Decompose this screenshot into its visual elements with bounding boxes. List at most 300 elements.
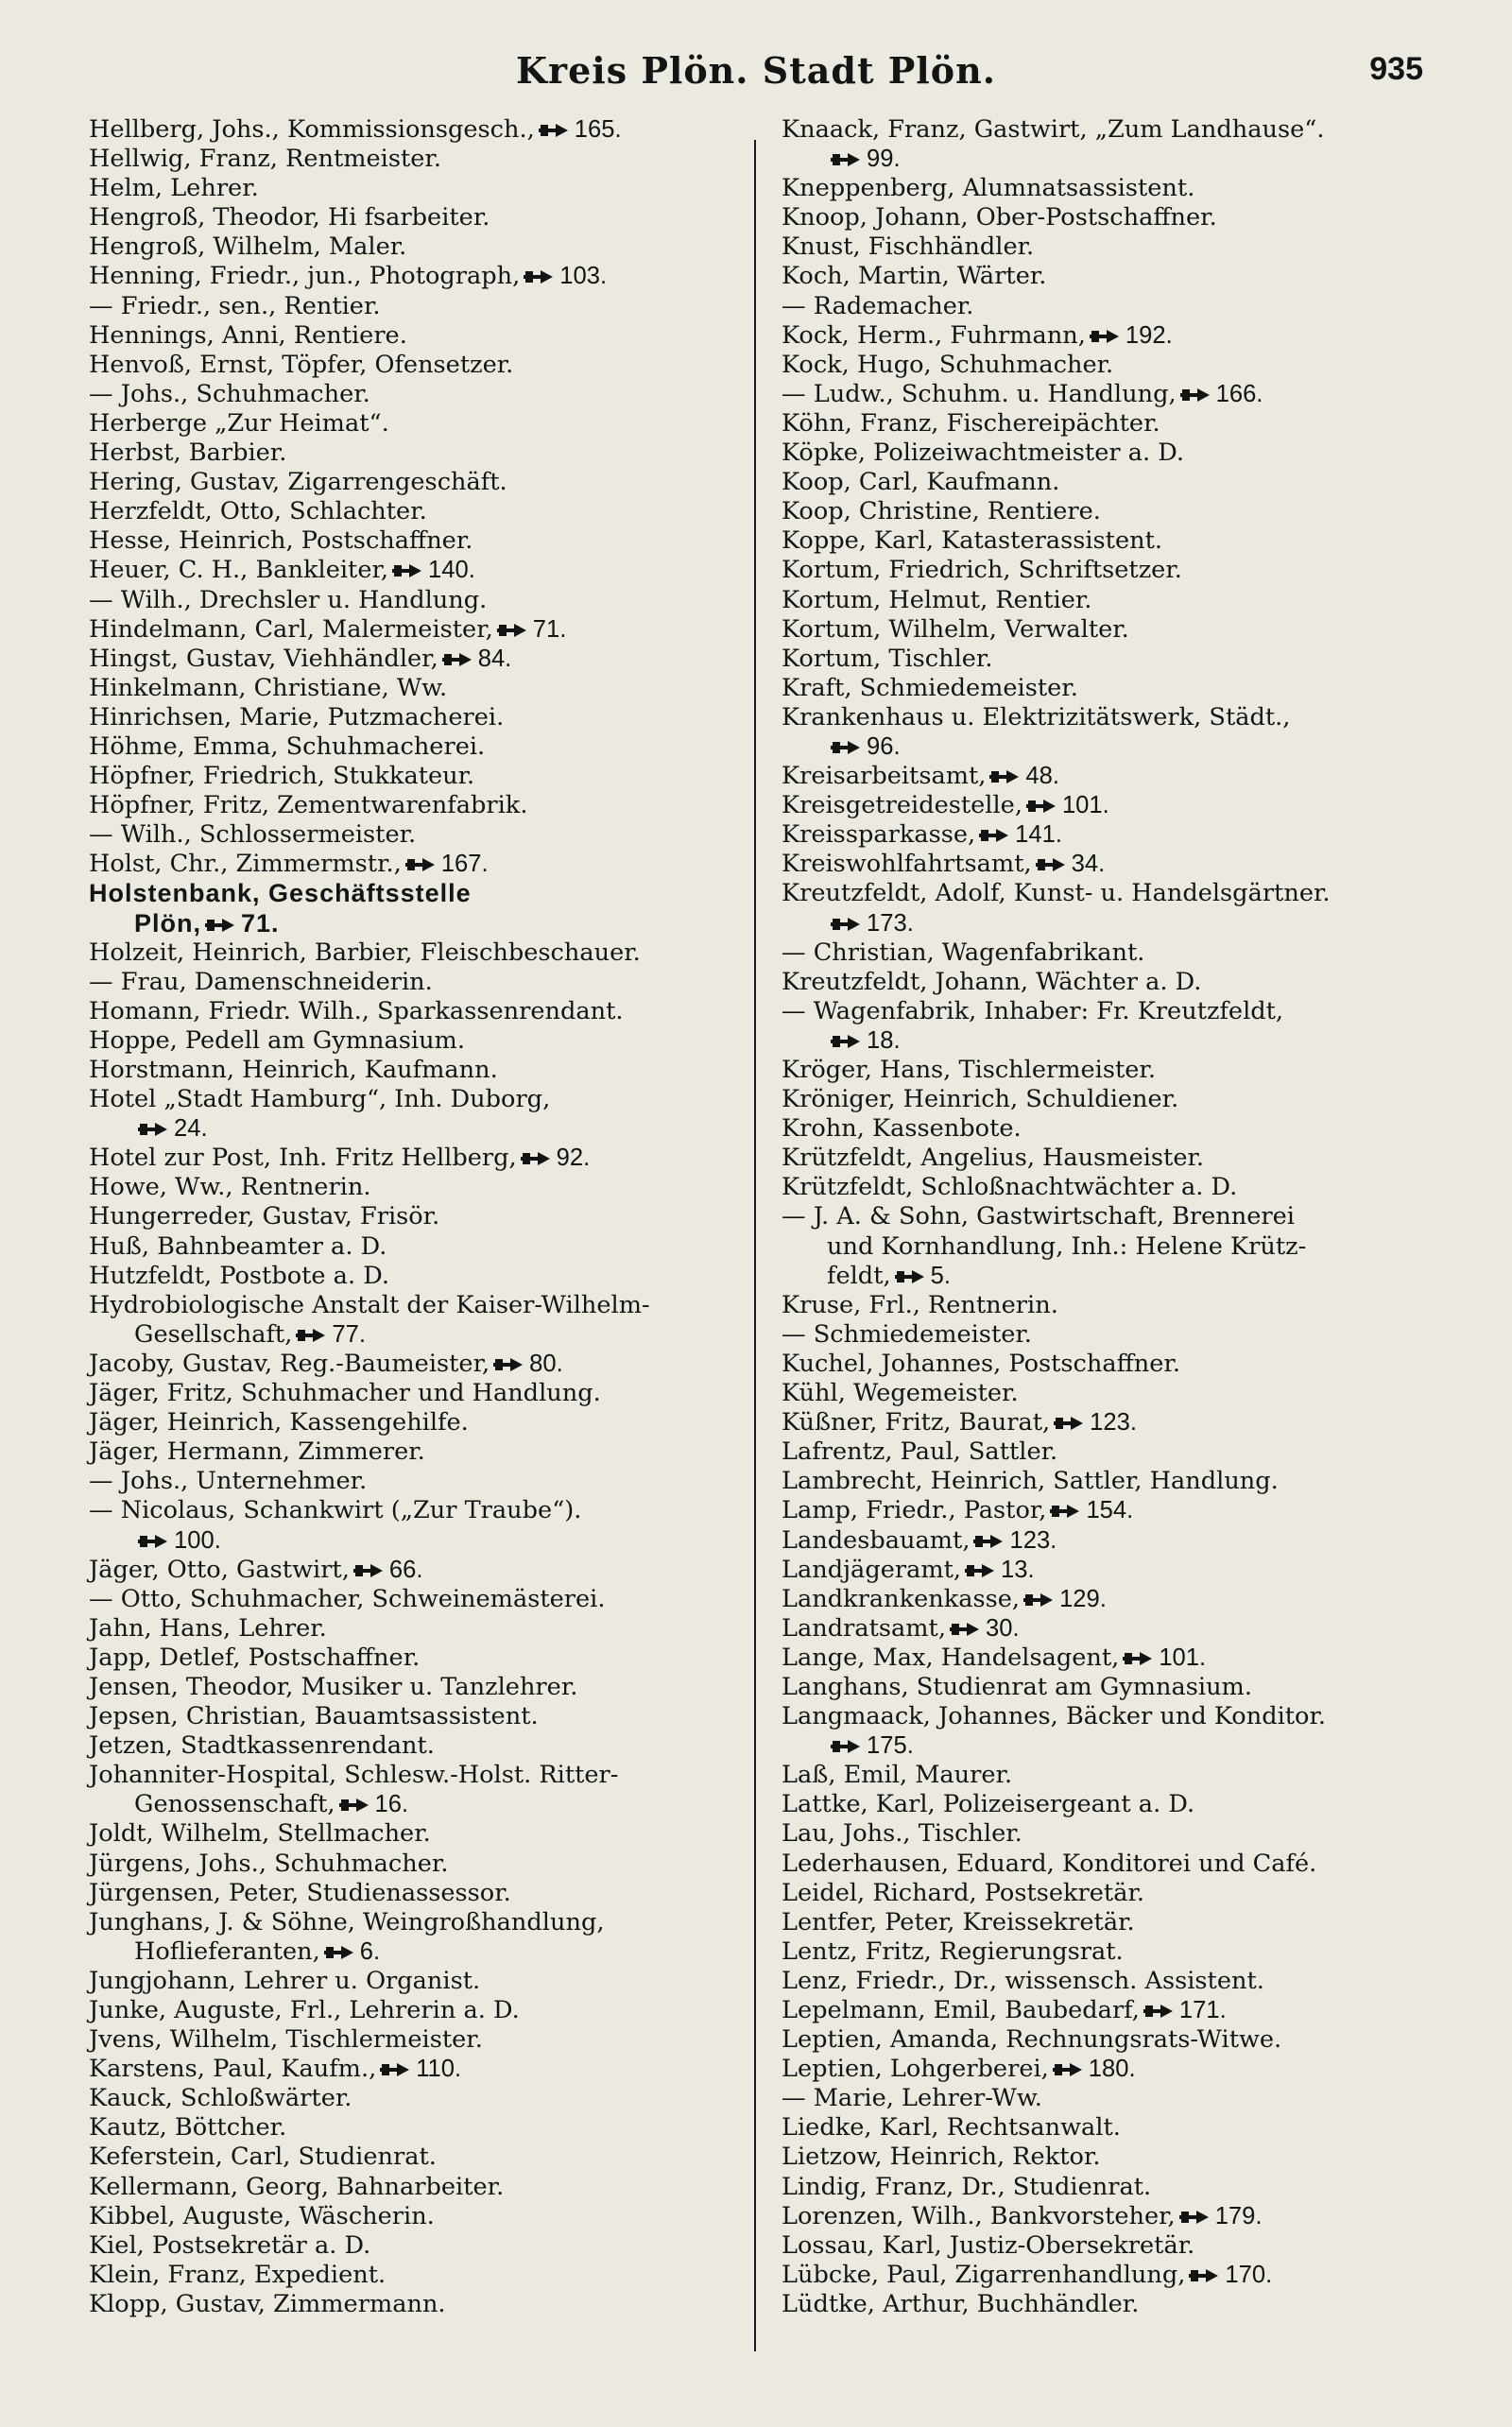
entry-text: — Ludw., Schuhm. u. Handlung, (782, 379, 1177, 408)
directory-entry (782, 321, 1443, 351)
directory-entry (782, 1908, 1443, 1937)
telephone-icon (831, 917, 861, 932)
entry-text: Kreutzfeldt, Adolf, Kunst- u. Handelsgärtner. (782, 879, 1331, 908)
entry-text: Kautz, Böttcher. (89, 2113, 287, 2143)
directory-entry (782, 380, 1443, 409)
phone-number: 140. (428, 557, 475, 584)
phone-number: 166. (1215, 380, 1263, 407)
phone-number: 179. (1214, 2202, 1263, 2229)
entry-text: Hoflieferanten, (134, 1936, 320, 1966)
entry-text: Hingst, Gustav, Viehhändler, (89, 644, 438, 673)
entry-text: — Wilh., Schlossermeister. (89, 820, 417, 850)
directory-entry (89, 497, 750, 526)
entry-text: — Rademacher. (782, 291, 974, 320)
entry-text: Jungjohann, Lehrer u. Organist. (89, 1966, 481, 1995)
directory-entry (782, 674, 1443, 703)
directory-entry (782, 997, 1443, 1026)
entry-text: Jvens, Wilhelm, Tischlermeister. (89, 2025, 483, 2055)
entry-text: Lau, Johs., Tischler. (782, 1819, 1022, 1849)
entry-text: Hengroß, Theodor, Hi fsarbeiter. (89, 203, 490, 232)
phone-number: 66. (388, 1556, 423, 1583)
directory-entry (89, 2143, 750, 2172)
directory-entry (782, 1026, 1443, 1056)
directory-entry (782, 468, 1443, 497)
phone-number: 100. (174, 1526, 221, 1554)
directory-entry (89, 909, 750, 938)
entry-text: Jahn, Hans, Lehrer. (89, 1613, 327, 1643)
entry-text: Kortum, Helmut, Rentier. (782, 585, 1092, 614)
entry-text: — Marie, Lehrer-Ww. (782, 2084, 1042, 2113)
directory-entry (782, 1262, 1443, 1291)
phone-number: 123. (1090, 1409, 1137, 1437)
entry-text: Lorenzen, Wilh., Bankvorsteher, (782, 2201, 1176, 2230)
entry-text: Köhn, Franz, Fischereipächter. (782, 408, 1160, 438)
directory-entry (782, 439, 1443, 468)
entry-text: — Johs., Unternehmer. (89, 1467, 368, 1496)
entry-text: Hinrichsen, Marie, Putzmacherei. (89, 702, 505, 732)
directory-entry (89, 1850, 750, 1879)
entry-text: Kellermann, Georg, Bahnarbeiter. (89, 2172, 505, 2201)
directory-entry (782, 2231, 1443, 2261)
directory-entry (782, 909, 1443, 938)
entry-text: Jacoby, Gustav, Reg.-Baumeister, (89, 1349, 490, 1378)
directory-entry (89, 203, 750, 232)
entry-text: — Schmiedemeister. (782, 1319, 1032, 1349)
entry-text: Henvoß, Ernst, Töpfer, Ofensetzer. (89, 350, 514, 379)
directory-entry (89, 1908, 750, 1937)
directory-entry (89, 1232, 750, 1262)
page-header (0, 49, 1512, 106)
phone-number: 30. (985, 1614, 1020, 1642)
entry-text: Leptien, Amanda, Rechnungsrats-Witwe. (782, 2025, 1282, 2055)
directory-entry (782, 1585, 1443, 1614)
directory-entry (89, 2055, 750, 2084)
entry-text: Herberge „Zur Heimat“. (89, 408, 389, 438)
directory-entry (782, 1467, 1443, 1496)
directory-entry (782, 115, 1443, 145)
directory-entry (89, 1761, 750, 1790)
entry-text: Jäger, Hermann, Zimmerer. (89, 1437, 425, 1467)
directory-entry (782, 526, 1443, 556)
directory-entry (89, 292, 750, 321)
directory-entry (782, 1202, 1443, 1231)
entry-text: Kiel, Postsekretär a. D. (89, 2230, 371, 2260)
directory-entry (782, 497, 1443, 526)
entry-text: Kuchel, Johannes, Postschaffner. (782, 1349, 1180, 1378)
directory-entry (782, 1644, 1443, 1673)
phone-number: 13. (1001, 1556, 1035, 1583)
telephone-icon (950, 1622, 980, 1637)
directory-entry (89, 1291, 750, 1320)
directory-entry (782, 2290, 1443, 2319)
directory-entry (89, 321, 750, 351)
entry-text: Liedke, Karl, Rechtsanwalt. (782, 2113, 1121, 2143)
directory-entry (89, 1437, 750, 1467)
directory-entry (782, 879, 1443, 908)
entry-text: Lafrentz, Paul, Sattler. (782, 1437, 1058, 1467)
entry-text: Holstenbank, Geschäftsstelle (89, 879, 472, 908)
entry-text: Lentfer, Peter, Kreissekretär. (782, 1907, 1135, 1936)
directory-entry (782, 1173, 1443, 1202)
entry-text: Kibbel, Auguste, Wäscherin. (89, 2201, 435, 2230)
directory-entry (89, 645, 750, 674)
entry-text: Helm, Lehrer. (89, 174, 259, 203)
entry-text: Holzeit, Heinrich, Barbier, Fleischbeschauer. (89, 938, 641, 967)
phone-number: 6. (359, 1937, 381, 1965)
directory-entry (89, 2290, 750, 2319)
entry-text: Krohn, Kassenbote. (782, 1114, 1022, 1144)
entry-text: Lambrecht, Heinrich, Sattler, Handlung. (782, 1467, 1279, 1496)
directory-entry (89, 1173, 750, 1202)
directory-entry (89, 1996, 750, 2025)
entry-text: Klopp, Gustav, Zimmermann. (89, 2289, 446, 2318)
directory-entry (782, 1702, 1443, 1731)
entry-text: — Friedr., sen., Rentier. (89, 291, 381, 320)
entry-text: Gesellschaft, (134, 1319, 293, 1349)
phone-number: 129. (1059, 1585, 1107, 1612)
entry-text: Koop, Christine, Rentiere. (782, 497, 1101, 526)
directory-entry (89, 703, 750, 732)
right-column (782, 115, 1443, 2319)
entry-text: Lepelmann, Emil, Baubedarf, (782, 1996, 1140, 2024)
directory-entry (89, 439, 750, 468)
directory-entry (89, 1026, 750, 1056)
entry-text: Kröniger, Heinrich, Schuldiener. (782, 1085, 1179, 1114)
telephone-icon (831, 152, 861, 167)
directory-entry (89, 1819, 750, 1849)
telephone-icon (138, 1122, 168, 1137)
entry-text: Kröger, Hans, Tischlermeister. (782, 1056, 1156, 1084)
phone-number: 170. (1225, 2261, 1273, 2288)
entry-text: — Wagenfabrik, Inhaber: Fr. Kreutzfeldt, (782, 996, 1284, 1025)
directory-entry (782, 2173, 1443, 2202)
directory-entry (89, 732, 750, 762)
directory-entry (782, 1673, 1443, 1702)
directory-entry (782, 1879, 1443, 1908)
directory-entry (89, 468, 750, 497)
directory-entry (782, 586, 1443, 615)
entry-text: Kortum, Tischler. (782, 644, 993, 673)
directory-entry (782, 1437, 1443, 1467)
directory-entry (782, 703, 1443, 732)
directory-entry (89, 1467, 750, 1496)
telephone-icon (831, 1034, 861, 1049)
entry-text: Plön, (134, 908, 201, 938)
directory-entry (89, 145, 750, 174)
entry-text: Kauck, Schloßwärter. (89, 2084, 352, 2113)
entry-text: Johanniter-Hospital, Schlesw.-Holst. Ritter- (89, 1761, 619, 1790)
telephone-icon (521, 1151, 551, 1166)
directory-entry (89, 1967, 750, 1996)
entry-text: Hoppe, Pedell am Gymnasium. (89, 1025, 465, 1055)
directory-entry (89, 1202, 750, 1231)
directory-entry (89, 1114, 750, 1144)
directory-entry (89, 351, 750, 380)
entry-text: Koch, Martin, Wärter. (782, 262, 1047, 291)
entry-text: Herzfeldt, Otto, Schlachter. (89, 497, 427, 526)
entry-text: Jepsen, Christian, Bauamtsassistent. (89, 1702, 539, 1731)
phone-number: 18. (867, 1026, 901, 1054)
entry-text: Kortum, Friedrich, Schriftsetzer. (782, 556, 1182, 585)
telephone-icon (1053, 2062, 1083, 2077)
telephone-icon (405, 857, 436, 872)
directory-entry (89, 615, 750, 645)
directory-entry (89, 1262, 750, 1291)
entry-text: Koppe, Karl, Katasterassistent. (782, 526, 1163, 556)
directory-entry (89, 409, 750, 439)
entry-text: Junghans, J. & Söhne, Weingroßhandlung, (89, 1907, 605, 1936)
entry-text: — Wilh., Drechsler u. Handlung. (89, 585, 488, 614)
directory-entry (89, 879, 750, 908)
directory-entry (89, 762, 750, 791)
directory-entry (89, 232, 750, 262)
directory-entry (782, 2025, 1443, 2055)
entry-text: Landratsamt, (782, 1613, 946, 1643)
phone-number: 175. (867, 1732, 914, 1760)
entry-text: Henning, Friedr., jun., Photograph, (89, 262, 521, 291)
directory-entry (89, 1790, 750, 1819)
directory-entry (782, 1144, 1443, 1173)
entry-text: Lietzow, Heinrich, Rektor. (782, 2143, 1101, 2172)
entry-text: Hesse, Heinrich, Postschaffner. (89, 526, 473, 556)
directory-entry (89, 2261, 750, 2290)
directory-entry (782, 2113, 1443, 2143)
phone-number: 154. (1086, 1497, 1134, 1524)
telephone-icon (1123, 1651, 1153, 1666)
entry-text: Jetzen, Stadtkassenrendant. (89, 1731, 435, 1761)
telephone-icon (989, 769, 1020, 784)
directory-entry (89, 1585, 750, 1614)
entry-text: Kraft, Schmiedemeister. (782, 673, 1078, 702)
entry-text: Genossenschaft, (134, 1790, 335, 1819)
telephone-icon (392, 563, 422, 578)
entry-text: Herbst, Barbier. (89, 439, 287, 468)
left-column (89, 115, 750, 2319)
directory-entry (782, 1996, 1443, 2025)
entry-text: Kreiswohlfahrtsamt, (782, 850, 1032, 879)
phone-number: 96. (867, 732, 901, 760)
telephone-icon (831, 740, 861, 755)
directory-entry (89, 1937, 750, 1967)
directory-entry (89, 997, 750, 1026)
directory-entry (782, 1350, 1443, 1379)
directory-entry (89, 115, 750, 145)
entry-text: Howe, Ww., Rentnerin. (89, 1173, 371, 1202)
entry-text: — Otto, Schuhmacher, Schweinemästerei. (89, 1584, 606, 1613)
entry-text: Kühl, Wegemeister. (782, 1379, 1019, 1408)
phone-number: 171. (1178, 1997, 1227, 2023)
phone-number: 110. (416, 2056, 462, 2083)
directory-entry (782, 262, 1443, 291)
phone-number: 165. (574, 116, 622, 143)
entry-text: Lentz, Fritz, Regierungsrat. (782, 1936, 1124, 1966)
directory-entry (782, 968, 1443, 997)
entry-text: Kreissparkasse, (782, 820, 976, 850)
phone-number: 48. (1025, 763, 1059, 790)
entry-text: Horstmann, Heinrich, Kaufmann. (89, 1056, 498, 1084)
entry-text: Köpke, Polizeiwachtmeister a. D. (782, 439, 1185, 468)
directory-entry (782, 791, 1443, 820)
entry-text: Hindelmann, Carl, Malermeister, (89, 614, 493, 644)
phone-number: 24. (174, 1115, 208, 1143)
phone-number: 92. (556, 1145, 591, 1172)
directory-entry (782, 2261, 1443, 2290)
directory-entry (782, 1291, 1443, 1320)
entry-text: Hydrobiologische Anstalt der Kaiser-Wilhelm- (89, 1290, 650, 1319)
entry-text: Küßner, Fritz, Baurat, (782, 1408, 1051, 1437)
directory-entry (782, 174, 1443, 203)
directory-entry (782, 292, 1443, 321)
entry-text: Hennings, Anni, Rentiere. (89, 320, 407, 350)
entry-text: Kneppenberg, Alumnatsassistent. (782, 174, 1195, 203)
phone-number: 101. (1061, 792, 1109, 819)
directory-entry (89, 1056, 750, 1085)
entry-text: Lübcke, Paul, Zigarrenhandlung, (782, 2260, 1186, 2289)
directory-entry (782, 1085, 1443, 1114)
entry-text: Lederhausen, Eduard, Konditorei und Café. (782, 1849, 1317, 1878)
directory-entry (782, 820, 1443, 850)
telephone-icon (524, 269, 554, 284)
entry-text: Holst, Chr., Zimmermstr., (89, 850, 402, 879)
entry-text: Kock, Herm., Fuhrmann, (782, 320, 1086, 350)
column-divider (754, 140, 756, 2351)
telephone-icon (1179, 2210, 1210, 2225)
directory-entry (89, 791, 750, 820)
directory-entry (89, 2231, 750, 2261)
entry-text: Jäger, Otto, Gastwirt, (89, 1555, 350, 1584)
entry-text: Langmaack, Johannes, Bäcker und Konditor. (782, 1702, 1327, 1731)
directory-entry (782, 145, 1443, 174)
telephone-icon (539, 123, 569, 138)
directory-entry (782, 1819, 1443, 1849)
entry-text: Lange, Max, Handelsagent, (782, 1643, 1120, 1672)
phone-number: 71. (241, 908, 280, 938)
entry-text: Hotel „Stadt Hamburg“, Inh. Duborg, (89, 1085, 551, 1114)
entry-text: Jensen, Theodor, Musiker u. Tanzlehrer. (89, 1672, 578, 1701)
entry-text: Koop, Carl, Kaufmann. (782, 468, 1060, 497)
entry-text: Hungerreder, Gustav, Frisör. (89, 1202, 440, 1231)
phone-number: 180. (1088, 2056, 1136, 2083)
entry-text: Krankenhaus u. Elektrizitätswerk, Städt., (782, 702, 1291, 732)
telephone-icon (493, 1357, 524, 1372)
phone-number: 84. (477, 645, 512, 672)
entry-text: Japp, Detlef, Postschaffner. (89, 1643, 421, 1672)
directory-entry (782, 762, 1443, 791)
entry-text: Lenz, Friedr., Dr., wissensch. Assistent. (782, 1966, 1264, 1995)
telephone-icon (497, 623, 527, 638)
directory-entry (782, 1790, 1443, 1819)
directory-entry (89, 850, 750, 879)
directory-entry (89, 1526, 750, 1556)
entry-text: Hellberg, Johs., Kommissionsgesch., (89, 115, 535, 144)
directory-entry (782, 2202, 1443, 2231)
directory-entry (89, 174, 750, 203)
entry-text: — Frau, Damenschneiderin. (89, 967, 433, 996)
entry-text: — Johs., Schuhmacher. (89, 379, 370, 408)
directory-entry (89, 1144, 750, 1173)
directory-entry (782, 1232, 1443, 1262)
phone-number: 173. (867, 909, 914, 937)
telephone-icon (895, 1269, 925, 1284)
entry-text: Knust, Fischhändler. (782, 232, 1035, 262)
phone-number: 34. (1071, 851, 1106, 878)
directory-entry (782, 351, 1443, 380)
entry-text: Höpfner, Friedrich, Stukkateur. (89, 762, 475, 791)
entry-text: Höpfner, Fritz, Zementwarenfabrik. (89, 791, 528, 820)
entry-text: Kruse, Frl., Rentnerin. (782, 1290, 1058, 1319)
entry-text: Hotel zur Post, Inh. Fritz Hellberg, (89, 1144, 517, 1173)
entry-text: Leptien, Lohgerberei, (782, 2055, 1049, 2084)
directory-entry (782, 1379, 1443, 1408)
directory-entry (782, 1850, 1443, 1879)
telephone-icon (138, 1534, 168, 1549)
phone-number: 123. (1009, 1526, 1057, 1554)
telephone-icon (1023, 1592, 1054, 1608)
directory-entry (782, 1761, 1443, 1790)
directory-entry (89, 556, 750, 585)
directory-entry (782, 409, 1443, 439)
directory-entry (89, 1408, 750, 1437)
directory-entry (782, 2055, 1443, 2084)
entry-text: Höhme, Emma, Schuhmacherei. (89, 732, 486, 761)
directory-entry (89, 1673, 750, 1702)
directory-entry (89, 2025, 750, 2055)
entry-text: Kreisarbeitsamt, (782, 762, 987, 791)
telephone-icon (965, 1563, 995, 1578)
entry-text: und Kornhandlung, Inh.: Helene Krütz- (827, 1231, 1307, 1261)
directory-entry (782, 615, 1443, 645)
telephone-icon (1090, 329, 1120, 344)
entry-text: Hengroß, Wilhelm, Maler. (89, 232, 407, 262)
directory-entry (782, 1937, 1443, 1967)
directory-entry (89, 1702, 750, 1731)
directory-entry (782, 203, 1443, 232)
phone-number: 80. (529, 1350, 563, 1377)
directory-entry (782, 1496, 1443, 1525)
telephone-icon (442, 652, 472, 667)
entry-text: Krützfeldt, Schloßnachtwächter a. D. (782, 1173, 1238, 1202)
entry-text: Hutzfeldt, Postbote a. D. (89, 1261, 389, 1290)
entry-text: Laß, Emil, Maurer. (782, 1761, 1013, 1790)
telephone-icon (205, 918, 235, 933)
entry-text: Homann, Friedr. Wilh., Sparkassenrendant. (89, 996, 624, 1025)
directory-entry (782, 232, 1443, 262)
entry-text: — J. A. & Sohn, Gastwirtschaft, Brennerei (782, 1202, 1295, 1231)
entry-text: Kreisgetreidestelle, (782, 791, 1022, 820)
entry-text: Kreutzfeldt, Johann, Wächter a. D. (782, 967, 1202, 996)
directory-entry (89, 1879, 750, 1908)
directory-entry (89, 1379, 750, 1408)
telephone-icon (979, 828, 1009, 843)
directory-entry (89, 938, 750, 968)
entry-text: Hinkelmann, Christiane, Ww. (89, 673, 448, 702)
phone-number: 101. (1159, 1644, 1207, 1671)
telephone-icon (324, 1945, 354, 1960)
phone-number: 192. (1125, 321, 1173, 349)
directory-entry (89, 262, 750, 291)
telephone-icon (1054, 1416, 1084, 1431)
phone-number: 5. (930, 1262, 951, 1289)
telephone-icon (353, 1563, 384, 1578)
directory-entry (89, 1085, 750, 1114)
directory-entry (782, 1967, 1443, 1996)
entry-text: Hellwig, Franz, Rentmeister. (89, 145, 441, 174)
directory-entry (89, 526, 750, 556)
entry-text: Landjägeramt, (782, 1555, 962, 1584)
telephone-icon (1050, 1504, 1080, 1519)
telephone-icon (1036, 857, 1066, 872)
directory-entry (89, 674, 750, 703)
